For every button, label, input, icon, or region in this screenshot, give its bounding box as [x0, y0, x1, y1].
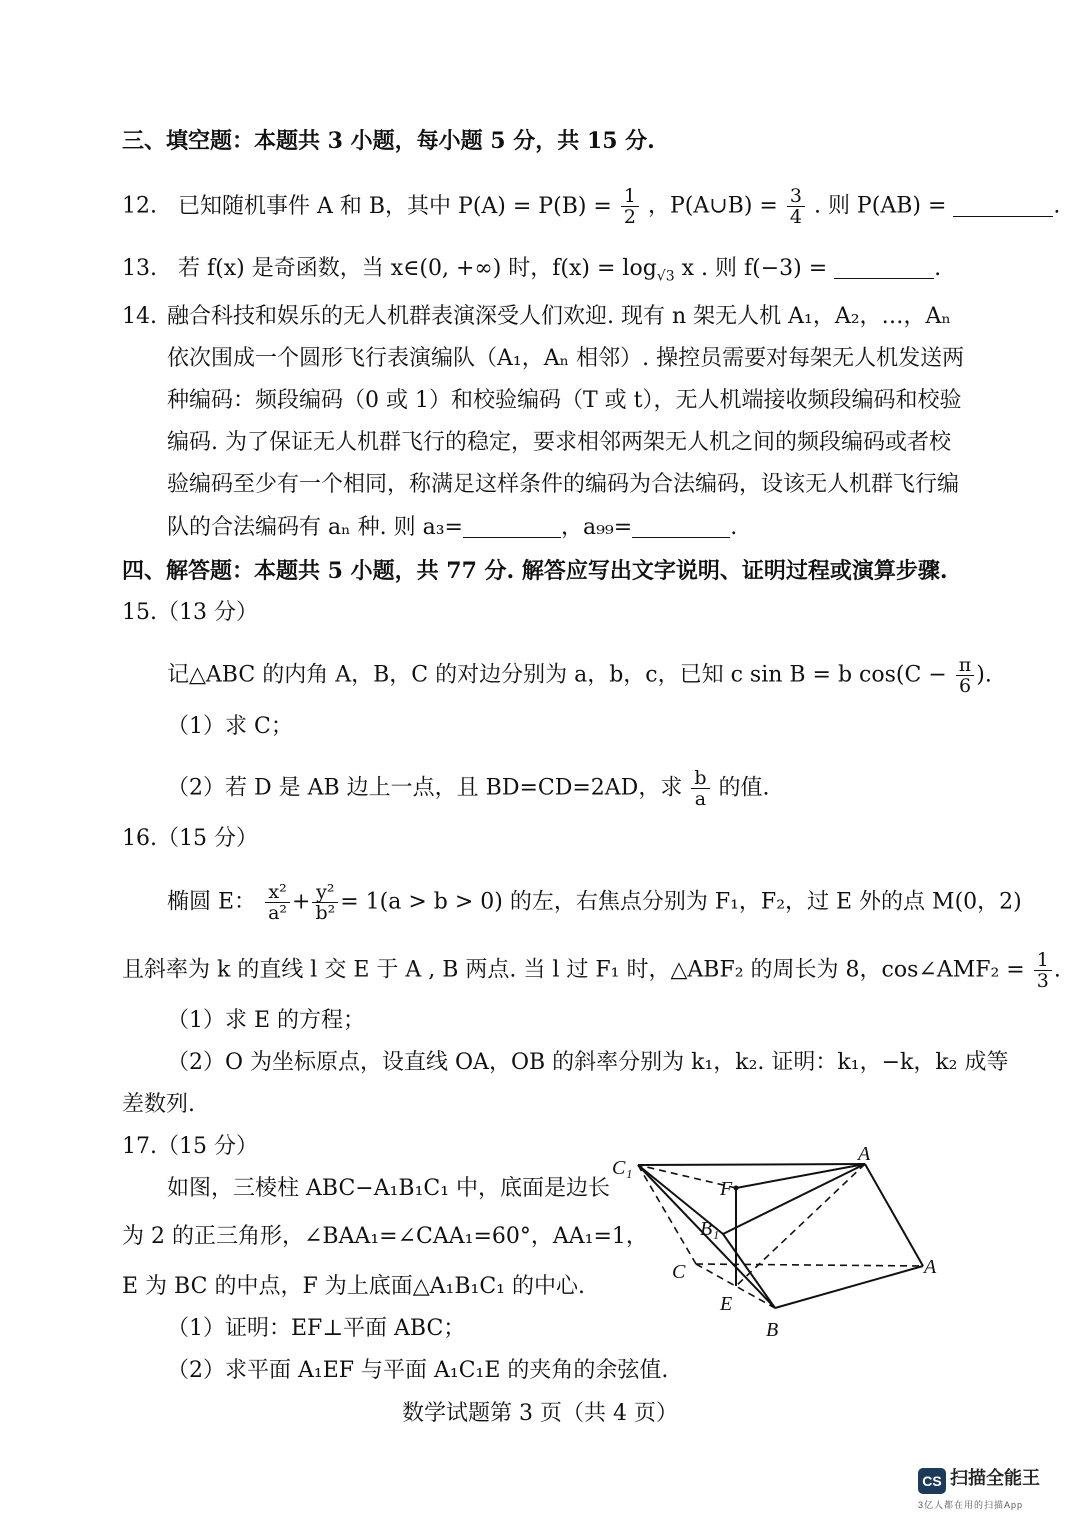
prism-hidden-edges: [638, 1164, 923, 1308]
label-b1: B₁: [700, 1218, 720, 1240]
q17-part-1: （1）证明：EF⊥平面 ABC；: [167, 1316, 466, 1341]
q14-line-4: 编码. 为了保证无人机群飞行的稳定，要求相邻两架无人机之间的频段编码或者校: [167, 430, 951, 455]
q14-line-1: 融合科技和娱乐的无人机群表演深受人们欢迎. 现有 n 架无人机 A₁，A₂，…，Aₙ: [167, 304, 951, 329]
label-c1: C₁: [612, 1157, 633, 1179]
q14-a99-blank[interactable]: [632, 515, 730, 538]
q17-part-2: （2）求平面 A₁EF 与平面 A₁C₁E 的夹角的余弦值.: [167, 1358, 669, 1383]
q16-part-2-continued: 差数列.: [122, 1092, 195, 1117]
scanner-watermark: [918, 1464, 1058, 1511]
q14-line-5: 验编码至少有一个相同，称满足这样条件的编码为合法编码，设该无人机群飞行编: [167, 472, 960, 497]
q13-text: 若 f(x) 是奇函数，当 x∈(0, +∞) 时，f(x) = log: [178, 256, 657, 281]
q14-line-2: 依次围成一个圆形飞行表演编队（A₁，Aₙ 相邻）. 操控员需要对每架无人机发送两: [167, 346, 965, 371]
section-4-heading: 四、解答题：本题共 5 小题，共 77 分. 解答应写出文字说明、证明过程或演算步骤.: [122, 558, 948, 584]
q17-line-1: 如图，三棱柱 ABC−A₁B₁C₁ 中，底面是边长: [167, 1176, 611, 1201]
point-f: [734, 1186, 739, 1191]
q15-part-1: （1）求 C；: [167, 714, 293, 739]
q12-fraction-2: $\frac{3}{4}$: [787, 186, 805, 227]
cs-logo-icon: CS: [918, 1468, 946, 1494]
q15-fraction: $\frac{\pi}{6}$: [956, 655, 975, 696]
q15-stem: 记△ABC 的内角 A，B，C 的对边分别为 a，b，c，已知 c sin B = b cos(C − $\frac{\pi}{6}$ ).: [167, 654, 992, 697]
q14-line-6: 队的合法编码有 aₙ 种. 则 a₃= ，a₉₉= .: [167, 515, 738, 540]
q12-text-1: 已知随机事件 A 和 B，其中 P(A) = P(B) =: [178, 193, 612, 219]
q15-header: 15.（13 分）: [122, 600, 258, 625]
question-13: 13. 若 f(x) 是奇函数，当 x∈(0, +∞) 时，$f(x) = \log_{√3} x$ . 则 f(−3) = .: [122, 256, 942, 285]
q14-number: 14.: [122, 304, 157, 329]
section-3-heading: 三、填空题：本题共 3 小题，每小题 5 分，共 15 分.: [122, 128, 655, 154]
label-f: F: [720, 1178, 733, 1200]
q16-part-2: （2）O 为坐标原点，设直线 OA，OB 的斜率分别为 k₁，k₂. 证明：k₁，−k，k₂ 成等: [167, 1050, 1009, 1075]
q16-y-fraction: $\frac{\text{y²}}{\text{b²}}$: [312, 882, 338, 923]
label-c: C: [672, 1261, 686, 1283]
q12-answer-blank[interactable]: [953, 194, 1053, 217]
label-b: B: [766, 1319, 779, 1341]
page-footer: 数学试题第 3 页（共 4 页）: [402, 1401, 678, 1426]
q14-line-3: 种编码：频段编码（0 或 1）和校验编码（T 或 t），无人机端接收频段编码和校验: [167, 388, 962, 413]
q17-header: 17.（15 分）: [122, 1134, 258, 1159]
q14-a3-blank[interactable]: [463, 515, 561, 538]
q12-text-3: . 则 P(AB) =: [813, 193, 947, 219]
q16-cos-fraction: $\frac{1}{3}$: [1034, 950, 1052, 991]
q16-header: 16.（15 分）: [122, 826, 258, 851]
q12-fraction-1: $\frac{1}{2}$: [621, 186, 639, 227]
watermark-subtitle: 3亿人都在用的扫描App: [918, 1500, 1024, 1510]
q15-ratio-fraction: $\frac{b}{a}$: [691, 768, 709, 809]
label-a: A: [924, 1256, 937, 1278]
label-a1: A: [858, 1143, 871, 1165]
prism-solid-edges: [638, 1164, 923, 1308]
prism-figure: [600, 1140, 960, 1350]
q16-part-1: （1）求 E 的方程；: [167, 1008, 366, 1033]
q13-answer-blank[interactable]: [834, 256, 934, 279]
q15-part-2: （2）若 D 是 AB 边上一点，且 BD=CD=2AD，求 $\frac{b}{a}$ 的值.: [167, 767, 770, 810]
label-e: E: [720, 1293, 733, 1315]
question-12: 12. 已知随机事件 A 和 B，其中 P(A) = P(B) = $\frac{1}{2}$ ，P(A∪B) = $\frac{3}{4}$ . 则 P(AB) = .: [122, 185, 1061, 228]
q12-text-2: ，P(A∪B) =: [647, 193, 778, 219]
q16-x-fraction: $\frac{\text{x²}}{\text{a²}}$: [265, 882, 290, 923]
q13-number: 13.: [122, 256, 157, 281]
q17-line-2: 为 2 的正三角形，∠BAA₁=∠CAA₁=60°，AA₁=1，: [122, 1224, 648, 1249]
q16-stem-2: 且斜率为 k 的直线 l 交 E 于 A , B 两点. 当 l 过 F₁ 时，△ABF₂ 的周长为 8，cos∠AMF₂ = $\frac{1}{3}$ .: [122, 949, 1061, 992]
q13-text-2: x . 则 f(−3) =: [674, 256, 828, 281]
q16-stem-1: 椭圆 E： $\frac{\text{x²}}{\text{a²}}$ + $\frac{\text{y²}}{\text{b²}}$ = 1(a > b > 0) 的左，右焦点分别为 F₁，F₂，过 E 外的点 M(0，2): [167, 881, 1022, 924]
q17-line-3: E 为 BC 的中点，F 为上底面△A₁B₁C₁ 的中心.: [122, 1274, 585, 1299]
watermark-name: 扫描全能王: [950, 1468, 1040, 1488]
q12-number: 12.: [122, 193, 157, 219]
q13-log-base: √3: [656, 268, 675, 285]
